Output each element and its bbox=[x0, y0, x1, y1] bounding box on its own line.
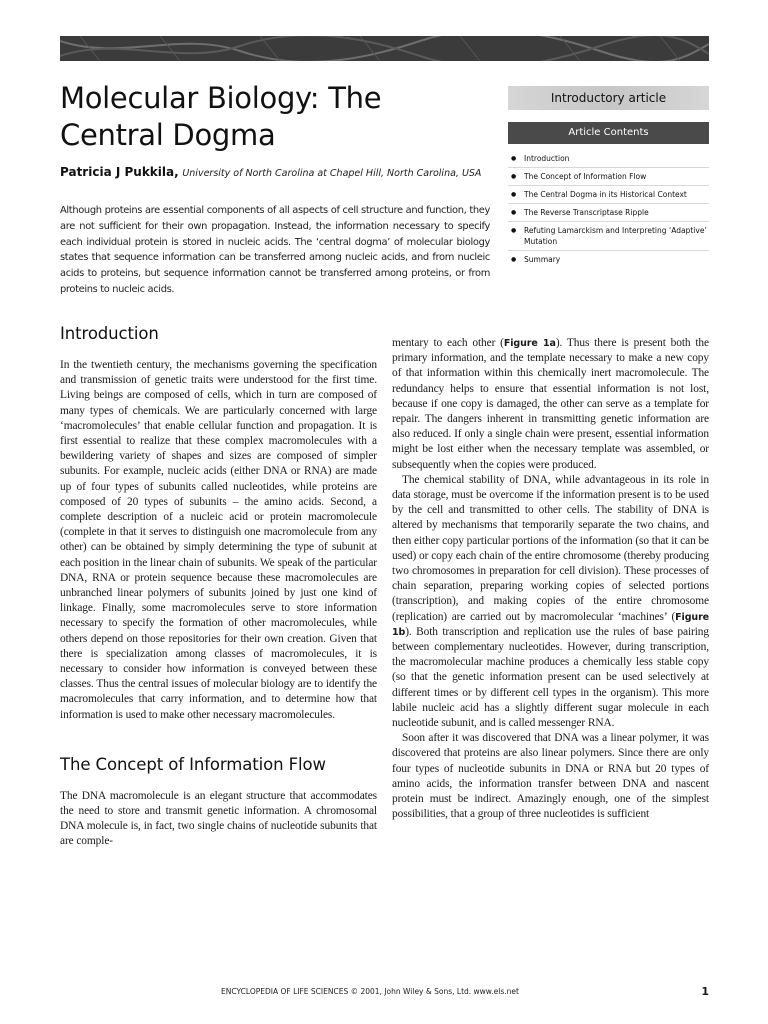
contents-heading: Article Contents bbox=[508, 122, 709, 144]
right-paragraph-3: Soon after it was discovered that DNA was a linear polymer, it was discovered that proteins are also linear polymers. Since there are only four types of nucleotide subunits in DNA or RNA but 20 types of amino acids, the information transfer between DNA and nascent protein must be indirect. Amazingly enough, one of the simplest possibilities, that a group of three nucleotides is sufficient bbox=[392, 732, 709, 821]
abstract: Although proteins are essential components of all aspects of cell structure and function, they are not sufficient for their own propagation. Instead, the information necessary to specify each individual protein is stored in nucleic acids. The ‘central dogma’ of molecular biology states that sequence information can be transferred among nucleic acids, and from nucleic acids to proteins, but sequence information cannot be transferred among proteins, or from proteins to nucleic acids. bbox=[60, 205, 490, 295]
right-paragraph-2 bbox=[392, 473, 709, 731]
decorative-banner bbox=[60, 36, 709, 61]
footer-citation: ENCYCLOPEDIA OF LIFE SCIENCES © 2001, John Wiley & Sons, Ltd. www.els.net bbox=[221, 987, 519, 996]
contents-item-reverse-transcriptase[interactable]: ● The Reverse Transcriptase Ripple bbox=[508, 204, 709, 222]
dna-pattern-icon bbox=[60, 36, 709, 61]
text-run: mentary to each other ( bbox=[392, 337, 504, 349]
article-type-label: Introductory article bbox=[508, 86, 709, 110]
author-affiliation: University of North Carolina at Chapel Hill, North Carolina, USA bbox=[182, 168, 482, 179]
section-heading-information-flow: The Concept of Information Flow bbox=[60, 754, 326, 774]
author-line bbox=[60, 165, 500, 179]
article-title: Molecular Biology: The Central Dogma bbox=[60, 81, 382, 152]
contents-list bbox=[508, 150, 709, 268]
figure-1a-link[interactable]: Figure 1a bbox=[503, 338, 556, 349]
contents-item-introduction[interactable]: ● Introduction bbox=[508, 150, 709, 168]
figure-1b-link[interactable]: Figure 1b bbox=[392, 611, 709, 638]
intro-paragraph: In the twentieth century, the mechanisms governing the specification and transmission of genetic traits were understood for the first time. Living beings are composed of cells, which in turn are composed of many types of chemicals. We are particularly concerned with large ‘macromolecules’ that enable cellular function and propagation. It is first essential to realize that these complex macromolecules with a bewildering variety of shapes and sizes are composed of simpler subunits. For example, nucleic acids (either DNA or RNA) are made up of four types of subunits called nucleotides, while proteins are composed of 20 types of subunits – the amino acids. Second, a complete description of a nucleic acid or protein macromolecule (complete in that it serves to distinguish one macromolecule from any other) can be obtained by simply determining the type of subunit at each position in the linear chain of subunits. We speak of the particular DNA, RNA or protein sequence because these macromolecules are unbranched linear polymers of subunits joined by just one kind of linkage. Finally, some macromolecules serve to store information necessary to specify the formation of other macromolecules, while others depend on those repositories for their own creation. Given that there is specialization among classes of macromolecules, it is necessary to consider how information is conveyed between these classes. Thus the central issues of molecular biology are to identify the macromolecules that carry information, and to determine how that information is used to make other necessary macromolecules. bbox=[60, 359, 377, 721]
contents-item-lamarckism[interactable]: ● Refuting Lamarckism and Interpreting ‘Adaptive’ Mutation bbox=[508, 222, 709, 251]
contents-item-summary[interactable]: ● Summary bbox=[508, 251, 709, 268]
text-run: ). Thus there is present both the primary information, and the template necessary to make a new copy of that information within this chemically inert macromolecule. The redundancy helps to ensure that essential information is not lost, because if one copy is damaged, the other can serve as a template for repair. The dangers inherent in transmitting genetic information are also reduced. If only a single chain were present, essential information might be lost either when the necessary template was assembled, or subsequently when the copies were produced. bbox=[392, 337, 709, 471]
text-run: ). Both transcription and replication use the rules of base pairing between complementary nucleotides. However, during transcription, the macromolecular machine produces a chemically less stable copy (so that the genetic information present can be used selectively at different times or by different cell types in the organism). This more labile nucleic acid has a slightly different sugar molecule in each nucleotide subunit, and is called messenger RNA. bbox=[392, 625, 709, 730]
right-column bbox=[392, 336, 709, 823]
page-footer bbox=[60, 987, 709, 1001]
concept-paragraph: The DNA macromolecule is an elegant structure that accommodates the need to store and transmit genetic information. A chromosomal DNA molecule is, in fact, two single chains of nucleotide subunits that are comple- bbox=[60, 789, 377, 848]
contents-item-historical-context[interactable]: ● The Central Dogma in its Historical Context bbox=[508, 186, 709, 204]
text-run: The chemical stability of DNA, while advantageous in its role in data storage, must be overcome if the information present is to be used by the cell and transmitted to other cells. The stability of DNA is altered by mechanisms that temporarily separate the two chains, and then either copy particular portions of the information (so that it can be used) or copy each chain of the entire chromosome (thereby producing two chromosomes in preparation for cell division). These processes of chain separation, preparing working copies of selected portions (transcription), and making copies of the entire chromosome (replication) are carried out by macromolecular ‘machines’ ( bbox=[392, 473, 709, 623]
section-heading-introduction: Introduction bbox=[60, 324, 159, 343]
right-paragraph-1 bbox=[392, 336, 709, 473]
contents-item-information-flow[interactable]: ● The Concept of Information Flow bbox=[508, 168, 709, 186]
page-number: 1 bbox=[701, 985, 709, 998]
left-column bbox=[60, 324, 377, 850]
author-name: Patricia J Pukkila, bbox=[60, 165, 179, 179]
